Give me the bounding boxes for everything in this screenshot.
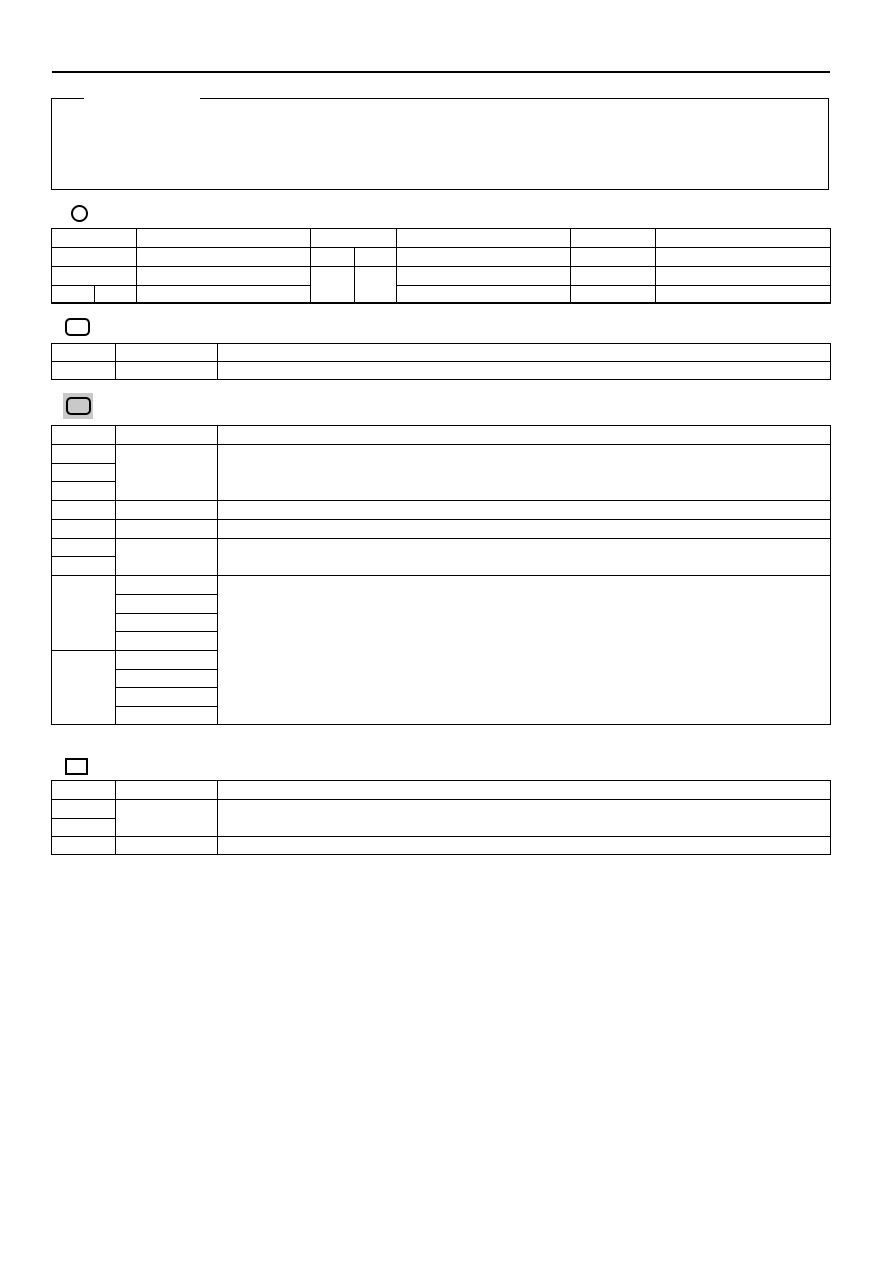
- table-cell: [52, 837, 116, 855]
- table-cell: [116, 539, 218, 576]
- table-cell: [218, 781, 831, 800]
- table-row: [52, 362, 831, 380]
- table-cell: [311, 229, 397, 248]
- table-cell: [218, 445, 831, 501]
- table-cell: [52, 576, 116, 651]
- table-row: [52, 426, 831, 445]
- square-symbol-icon: [65, 758, 88, 775]
- table-cell: [116, 595, 218, 614]
- table-cell: [116, 670, 218, 688]
- table-cell: [397, 229, 571, 248]
- shaded-rounded-rect-symbol-icon: [66, 397, 91, 415]
- table-cell: [116, 362, 218, 380]
- table-cell: [52, 267, 137, 286]
- notice-box: [51, 98, 829, 190]
- table-cell: [218, 520, 831, 539]
- table-cell: [571, 229, 656, 248]
- table-cell: [397, 286, 571, 303]
- table-cell: [656, 267, 831, 286]
- table-cell: [116, 781, 218, 800]
- table-cell: [116, 501, 218, 520]
- table-cell: [656, 286, 831, 303]
- shaded-section-table: [51, 425, 831, 725]
- table-cell: [52, 344, 116, 362]
- table-cell: [116, 837, 218, 855]
- table-cell: [116, 614, 218, 632]
- table-cell: [218, 362, 831, 380]
- table-cell: [52, 426, 116, 445]
- table-cell: [137, 248, 311, 267]
- table-cell: [52, 464, 116, 482]
- table-row: [52, 344, 831, 362]
- table-cell: [52, 781, 116, 800]
- circle-symbol-icon: [71, 205, 88, 222]
- circle-section-table: [51, 228, 831, 304]
- table-cell: [355, 248, 397, 267]
- table-cell: [311, 267, 355, 303]
- table-cell: [116, 445, 218, 501]
- table-cell: [116, 576, 218, 595]
- table-row: [52, 445, 831, 464]
- table-cell: [52, 482, 116, 501]
- table-cell: [116, 520, 218, 539]
- table-cell: [571, 248, 656, 267]
- table-row: [52, 267, 831, 286]
- table-cell: [52, 539, 116, 557]
- table-row: [52, 781, 831, 800]
- table-row: [52, 520, 831, 539]
- table-cell: [116, 426, 218, 445]
- table-cell: [116, 800, 218, 837]
- table-cell: [52, 445, 116, 464]
- table-cell: [218, 800, 831, 837]
- table-cell: [116, 707, 218, 725]
- table-row: [52, 539, 831, 557]
- table-cell: [137, 286, 311, 303]
- table-cell: [137, 267, 311, 286]
- table-cell: [656, 248, 831, 267]
- table-cell: [52, 248, 137, 267]
- table-cell: [656, 229, 831, 248]
- table-cell: [52, 819, 116, 837]
- table-cell: [52, 651, 116, 725]
- table-row: [52, 837, 831, 855]
- table-cell: [571, 286, 656, 303]
- rounded-rect-symbol-icon: [65, 318, 90, 336]
- table-cell: [52, 229, 137, 248]
- table-cell: [218, 344, 831, 362]
- rounded-section-table: [51, 343, 831, 380]
- table-row: [52, 229, 831, 248]
- notice-label-gap: [84, 96, 200, 100]
- table-cell: [116, 344, 218, 362]
- table-cell: [218, 837, 831, 855]
- table-cell: [116, 632, 218, 651]
- table-cell: [218, 501, 831, 520]
- table-cell: [355, 267, 397, 303]
- table-cell: [571, 267, 656, 286]
- table-cell: [311, 248, 355, 267]
- table-cell: [52, 520, 116, 539]
- table-cell: [116, 651, 218, 670]
- table-row: [52, 800, 831, 819]
- table-cell: [116, 688, 218, 707]
- table-cell: [52, 557, 116, 576]
- table-cell: [218, 539, 831, 576]
- table-cell: [52, 501, 116, 520]
- table-cell: [218, 426, 831, 445]
- table-row: [52, 576, 831, 595]
- table-cell: [95, 286, 137, 303]
- table-cell: [52, 800, 116, 819]
- table-cell: [52, 362, 116, 380]
- table-row: [52, 248, 831, 267]
- table-cell: [218, 576, 831, 725]
- table-cell: [397, 248, 571, 267]
- table-cell: [52, 286, 95, 303]
- table-cell: [137, 229, 311, 248]
- table-row: [52, 501, 831, 520]
- header-rule: [52, 71, 830, 73]
- table-row: [52, 286, 831, 303]
- table-cell: [397, 267, 571, 286]
- square-section-table: [51, 780, 831, 855]
